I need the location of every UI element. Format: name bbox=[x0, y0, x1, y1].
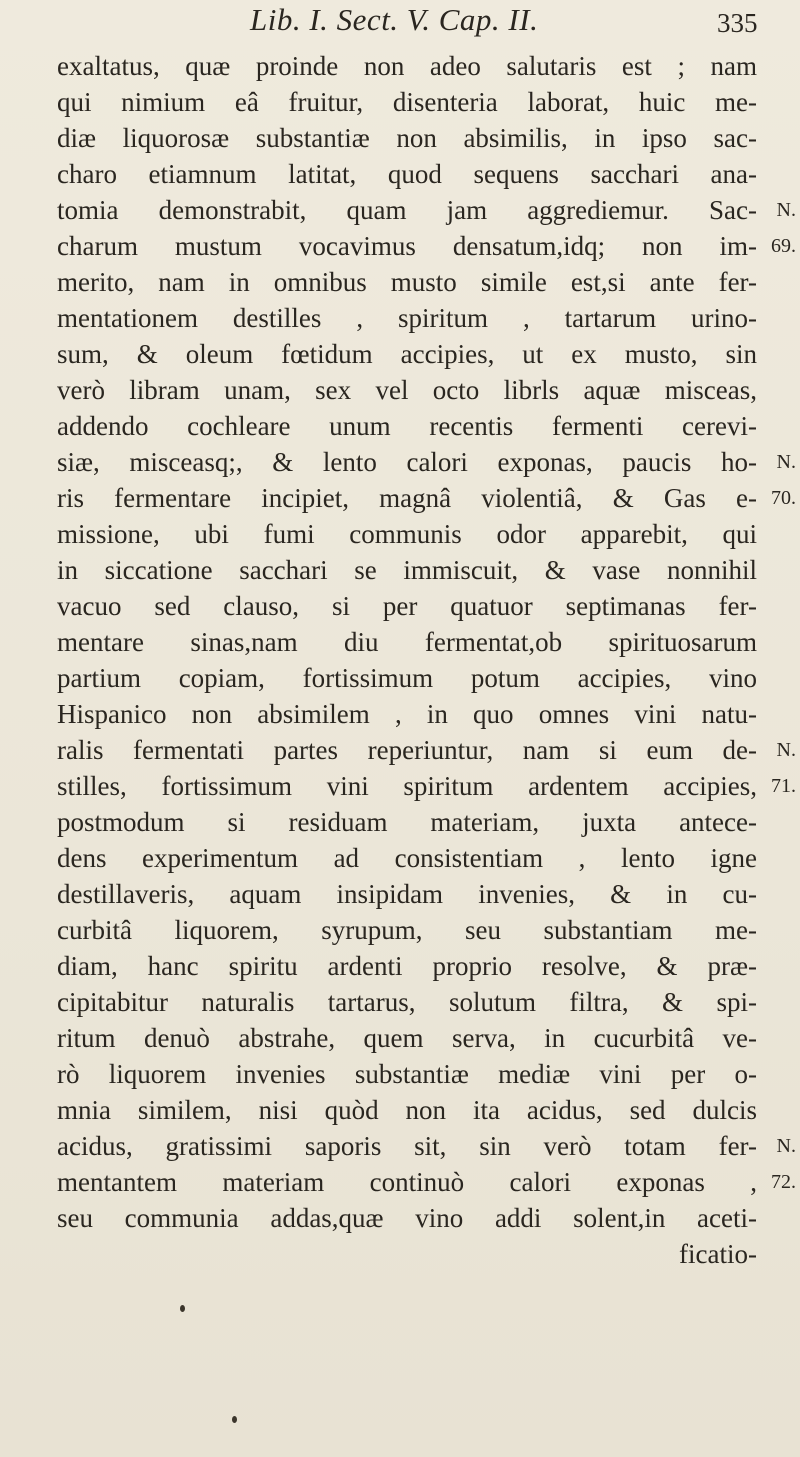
text-line: partium copiam, fortissimum potum accipies, vino bbox=[57, 663, 757, 693]
text-line: dens experimentum ad consistentiam , lento igne bbox=[57, 843, 757, 873]
text-line: diæ liquorosæ substantiæ non absimilis, in ipso sac- bbox=[57, 123, 757, 153]
margin-note: 69. bbox=[771, 235, 796, 257]
margin-note: 71. bbox=[771, 775, 796, 797]
text-line: curbitâ liquorem, syrupum, seu substantiam me- bbox=[57, 915, 757, 945]
text-line: destillaveris, aquam insipidam invenies, & in cu- bbox=[57, 879, 757, 909]
text-line: missione, ubi fumi communis odor apparebit, qui bbox=[57, 519, 757, 549]
text-line: mentare sinas,nam diu fermentat,ob spirituosarum bbox=[57, 627, 757, 657]
text-line: seu communia addas,quæ vino addi solent,in aceti- bbox=[57, 1203, 757, 1233]
ink-speck bbox=[180, 1305, 185, 1312]
text-line: charum mustum vocavimus densatum,idq; non im- bbox=[57, 231, 757, 261]
text-line: ris fermentare incipiet, magnâ violentiâ, & Gas e- bbox=[57, 483, 757, 513]
text-line: postmodum si residuam materiam, juxta antece- bbox=[57, 807, 757, 837]
text-line: tomia demonstrabit, quam jam aggrediemur. Sac- bbox=[57, 195, 757, 225]
margin-note: 70. bbox=[771, 487, 796, 509]
text-line: vacuo sed clauso, si per quatuor septimanas fer- bbox=[57, 591, 757, 621]
text-line: mentationem destilles , spiritum , tartarum urino- bbox=[57, 303, 757, 333]
page-number: 335 bbox=[717, 8, 758, 38]
text-line: Hispanico non absimilem , in quo omnes vini natu- bbox=[57, 699, 757, 729]
text-line: siæ, misceasq;, & lento calori exponas, paucis ho- bbox=[57, 447, 757, 477]
running-head: Lib. I. Sect. V. Cap. II. bbox=[250, 2, 539, 37]
text-line: ficatio- bbox=[679, 1239, 757, 1269]
margin-note: N. bbox=[776, 739, 796, 761]
text-line: ralis fermentati partes reperiuntur, nam si eum de- bbox=[57, 735, 757, 765]
text-line: qui nimium eâ fruitur, disenteria laborat, huic me- bbox=[57, 87, 757, 117]
text-line: charo etiamnum latitat, quod sequens sacchari ana- bbox=[57, 159, 757, 189]
body-text bbox=[57, 48, 757, 1272]
text-line: ritum denuò abstrahe, quem serva, in cucurbitâ ve- bbox=[57, 1023, 757, 1053]
margin-note: 72. bbox=[771, 1171, 796, 1193]
text-line: sum, & oleum fœtidum accipies, ut ex musto, sin bbox=[57, 339, 757, 369]
margin-note: N. bbox=[776, 1135, 796, 1157]
text-line: stilles, fortissimum vini spiritum ardentem accipies, bbox=[57, 771, 757, 801]
text-line: in siccatione sacchari se immiscuit, & vase nonnihil bbox=[57, 555, 757, 585]
ink-speck bbox=[232, 1416, 237, 1423]
text-line: diam, hanc spiritu ardenti proprio resolve, & præ- bbox=[57, 951, 757, 981]
text-line: acidus, gratissimi saporis sit, sin verò totam fer- bbox=[57, 1131, 757, 1161]
text-line: exaltatus, quæ proinde non adeo salutaris est ; nam bbox=[57, 51, 757, 81]
text-line: mentantem materiam continuò calori exponas , bbox=[57, 1167, 757, 1197]
text-line: mnia similem, nisi quòd non ita acidus, sed dulcis bbox=[57, 1095, 757, 1125]
text-line: verò libram unam, sex vel octo librls aquæ misceas, bbox=[57, 375, 757, 405]
text-line: merito, nam in omnibus musto simile est,si ante fer- bbox=[57, 267, 757, 297]
text-line: cipitabitur naturalis tartarus, solutum filtra, & spi- bbox=[57, 987, 757, 1017]
text-line: rò liquorem invenies substantiæ mediæ vini per o- bbox=[57, 1059, 757, 1089]
margin-note: N. bbox=[776, 199, 796, 221]
text-line: addendo cochleare unum recentis fermenti cerevi- bbox=[57, 411, 757, 441]
margin-note: N. bbox=[776, 451, 796, 473]
